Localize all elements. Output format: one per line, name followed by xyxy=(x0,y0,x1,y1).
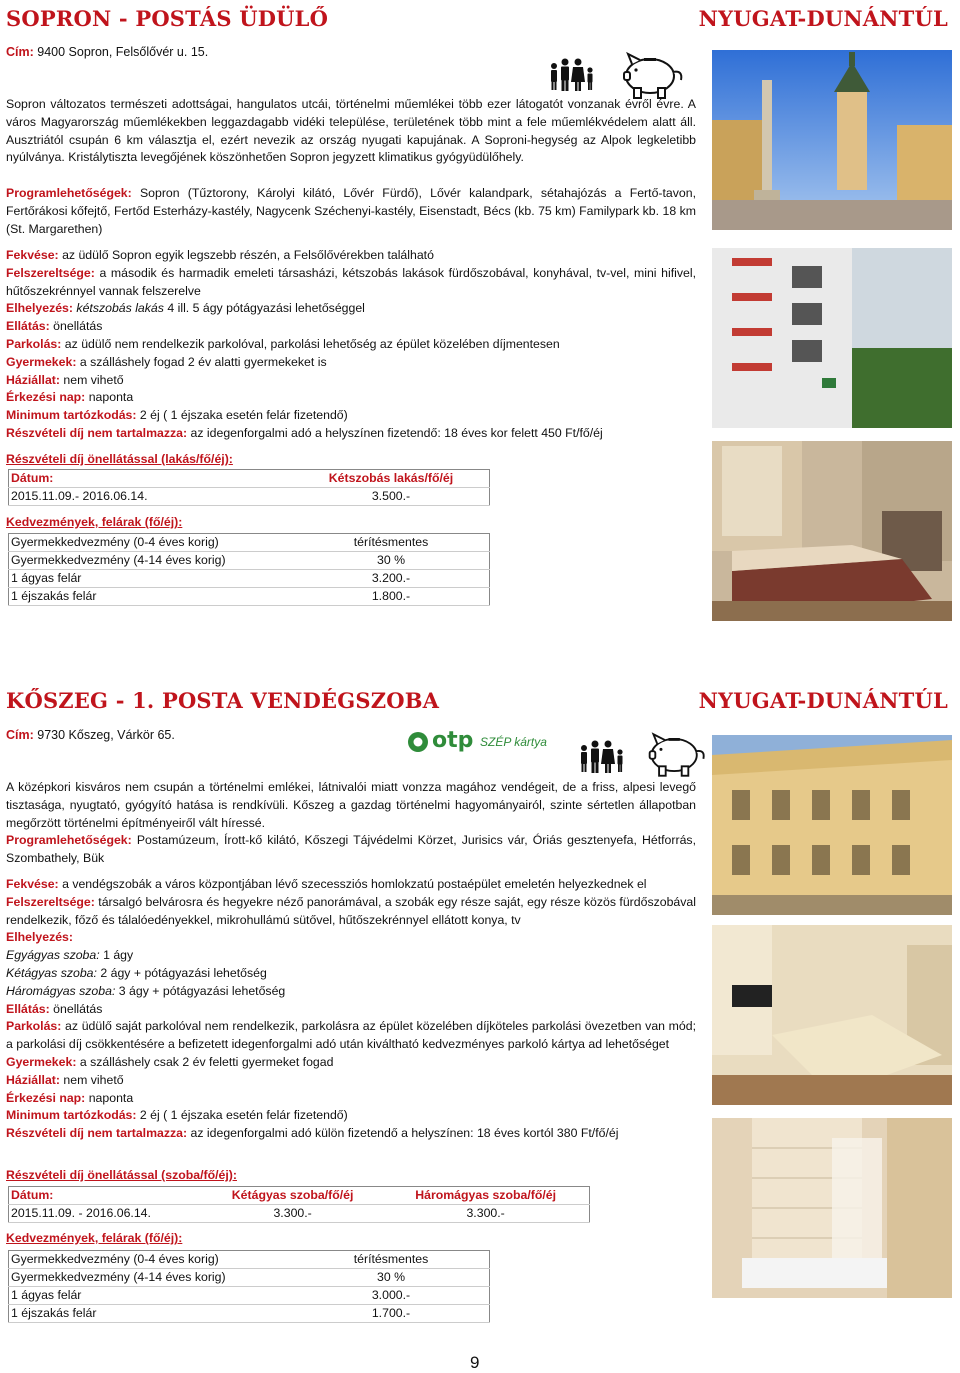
room-item xyxy=(6,983,696,1001)
table-row xyxy=(9,534,490,552)
excluded-label: Részvételi díj nem tartalmazza: xyxy=(6,425,188,440)
table-cell: Gyermekkedvezmény (4-14 éves korig) xyxy=(9,552,294,570)
table-row xyxy=(9,488,490,506)
table-header: Dátum: xyxy=(9,470,294,488)
parking-label: Parkolás: xyxy=(6,1019,62,1034)
table-cell: 3.200.- xyxy=(293,570,490,588)
room-name: Kétágyas szoba: xyxy=(6,965,97,980)
excluded-text: az idegenforgalmi adó külön fizetendő a helyszínen: 18 éves kortól 380 Ft/fő/éj xyxy=(190,1126,619,1141)
koszeg-discount-heading: Kedvezmények, felárak (fő/éj): xyxy=(6,1231,183,1245)
table-row xyxy=(9,1305,490,1323)
children-text: a szálláshely csak 2 év feletti gyermeket fogad xyxy=(79,1054,334,1069)
table-row xyxy=(9,570,490,588)
accommodation-text: 4 ill. 5 ágy pótágyazási lehetőséggel xyxy=(167,301,365,316)
sopron-details xyxy=(6,247,696,443)
table-row xyxy=(9,1205,590,1223)
sopron-building-photo xyxy=(712,248,952,428)
address-value: 9400 Sopron, Felsőlővér u. 15. xyxy=(37,45,209,59)
table-cell: térítésmentes xyxy=(293,1251,490,1269)
table-header: Kétszobás lakás/fő/éj xyxy=(293,470,490,488)
koszeg-building-photo xyxy=(712,735,952,915)
sopron-discount-heading: Kedvezmények, felárak (fő/éj): xyxy=(6,515,183,529)
table-cell: 1 éjszakás felár xyxy=(9,588,294,606)
family-icon xyxy=(578,740,630,774)
koszeg-details xyxy=(6,876,696,1143)
pets-text: nem vihető xyxy=(63,1072,124,1087)
table-header: Dátum: xyxy=(9,1187,204,1205)
table-cell: 3.300.- xyxy=(203,1205,382,1223)
room-name: Egyágyas szoba: xyxy=(6,948,100,963)
arrival-label: Érkezési nap: xyxy=(6,1090,86,1105)
table-row xyxy=(9,1269,490,1287)
address-label: Cím: xyxy=(6,45,34,59)
table-header: Háromágyas szoba/fő/éj xyxy=(382,1187,589,1205)
location-text: az üdülő Sopron egyik legszebb részén, a Felsőlővérekben található xyxy=(62,248,434,262)
koszeg-region: NYUGAT-DUNÁNTÚL xyxy=(698,688,948,713)
accommodation-type: kétszobás lakás xyxy=(76,301,164,316)
programs-text: Sopron (Tűztorony, Károlyi kilátó, Lővér Fürdő), Lővér kalandpark, sétahajózás a Fertő-tavon, Fertőrákosi kőfejtő, Fertőd Esterházy-kastély, Nagycenk Széchenyi-kastély, Eisenstadt, Bécs (kb. 75 km) Familypark kb. 18 km (St. Margarethen) xyxy=(6,186,696,236)
pets-text: nem vihető xyxy=(63,372,124,387)
equipment-text: a második és harmadik emeleti társasházi, kétszobás lakások fürdőszobával, konyhával, tv-vel, mini hifivel, hűtőszekrénnyel vannak felszerelve xyxy=(6,265,696,298)
equipment-label: Felszereltsége: xyxy=(6,894,95,909)
pets-label: Háziállat: xyxy=(6,372,60,387)
table-row xyxy=(9,1251,490,1269)
koszeg-programs xyxy=(6,832,696,868)
otp-logo-text: otp xyxy=(432,728,474,753)
table-cell: 2015.11.09. - 2016.06.14. xyxy=(9,1205,204,1223)
sopron-title: SOPRON - POSTÁS ÜDÜLŐ xyxy=(6,6,329,31)
pets-label: Háziállat: xyxy=(6,1072,60,1087)
programs-label: Programlehetőségek: xyxy=(6,833,132,847)
programs-label: Programlehetőségek: xyxy=(6,186,132,200)
room-desc: 2 ágy + pótágyazási lehetőség xyxy=(100,965,267,980)
table-cell: 1 éjszakás felár xyxy=(9,1305,294,1323)
family-icon xyxy=(548,58,600,92)
address-label: Cím: xyxy=(6,728,34,742)
board-text: önellátás xyxy=(53,319,103,334)
table-cell: 3.500.- xyxy=(293,488,490,506)
room-desc: 3 ágy + pótágyazási lehetőség xyxy=(118,983,286,998)
koszeg-discount-table xyxy=(8,1250,490,1323)
table-cell: térítésmentes xyxy=(293,534,490,552)
table-cell: Gyermekkedvezmény (4-14 éves korig) xyxy=(9,1269,294,1287)
table-cell: Gyermekkedvezmény (0-4 éves korig) xyxy=(9,1251,294,1269)
room-desc: 1 ágy xyxy=(103,948,134,963)
excluded-text: az idegenforgalmi adó a helyszínen fizetendő: 18 éves kor felett 450 Ft/fő/éj xyxy=(190,425,603,440)
sopron-discount-table xyxy=(8,533,490,606)
min-stay-label: Minimum tartózkodás: xyxy=(6,1108,137,1123)
sopron-room-photo xyxy=(712,441,952,621)
table-cell: 30 % xyxy=(293,552,490,570)
koszeg-room-photo xyxy=(712,925,952,1105)
koszeg-title: KŐSZEG - 1. POSTA VENDÉGSZOBA xyxy=(6,688,440,713)
parking-label: Parkolás: xyxy=(6,336,62,351)
sopron-region: NYUGAT-DUNÁNTÚL xyxy=(698,6,948,31)
table-cell: Gyermekkedvezmény (0-4 éves korig) xyxy=(9,534,294,552)
min-stay-text: 2 éj ( 1 éjszaka esetén felár fizetendő) xyxy=(139,1108,348,1123)
table-row xyxy=(9,552,490,570)
koszeg-bathroom-photo xyxy=(712,1118,952,1298)
table-cell: 2015.11.09.- 2016.06.14. xyxy=(9,488,294,506)
otp-szep-card-logo xyxy=(406,728,556,758)
room-name: Háromágyas szoba: xyxy=(6,983,116,998)
room-item xyxy=(6,965,696,983)
sopron-town-photo xyxy=(712,50,952,230)
table-cell: 1 ágyas felár xyxy=(9,570,294,588)
table-row xyxy=(9,588,490,606)
piggy-bank-icon xyxy=(644,728,710,782)
table-cell: 30 % xyxy=(293,1269,490,1287)
sopron-price-table xyxy=(8,469,490,506)
equipment-text: társalgó belvárosra és hegyekre néző panorámával, a szobák egy része saját, egy része közös fürdőszobával rendelkezik, főző és tálalóedényekkel, mikrohullámú sütővel, hűtőszekrénnyel ellátott konya, tv xyxy=(6,894,696,927)
table-row xyxy=(9,1287,490,1305)
koszeg-price-heading: Részvételi díj önellátással (szoba/fő/éj): xyxy=(6,1168,237,1182)
table-header: Kétágyas szoba/fő/éj xyxy=(203,1187,382,1205)
page-number: 9 xyxy=(470,1353,480,1372)
parking-text: az üdülő nem rendelkezik parkolóval, parkolási lehetőség az épület közelében díjmentesen xyxy=(64,336,560,351)
arrival-text: naponta xyxy=(88,1090,134,1105)
room-item xyxy=(6,947,696,965)
accommodation-label: Elhelyezés: xyxy=(6,301,73,316)
address-value: 9730 Kőszeg, Várkör 65. xyxy=(37,728,175,742)
children-text: a szálláshely fogad 2 év alatti gyermekeket is xyxy=(79,354,327,369)
koszeg-intro: A középkori kisváros nem csupán a történelmi emlékei, látnivalói miatt vonzza magához vendégeit, de a friss, alpesi levegő tisztasága, nyugtató, gyógyító hatása is rendkívüli. Kőszeg a gazdag történelmi hagyományairól, szinte sértetlen állapotban megőrzött történelmi építményeiről vált híressé. xyxy=(6,780,696,830)
accommodation-label: Elhelyezés: xyxy=(6,930,73,945)
arrival-text: naponta xyxy=(88,390,134,405)
equipment-label: Felszereltsége: xyxy=(6,265,95,280)
min-stay-label: Minimum tartózkodás: xyxy=(6,408,137,423)
location-text: a vendégszobák a város központjában lévő szecessziós homlokzatú postaépület emeletén helyezkednek el xyxy=(62,877,647,891)
sopron-price-heading: Részvételi díj önellátással (lakás/fő/éj): xyxy=(6,452,233,466)
szep-logo-text: SZÉP kártya xyxy=(480,735,547,749)
location-label: Fekvése: xyxy=(6,248,59,262)
children-label: Gyermekek: xyxy=(6,354,77,369)
table-cell: 3.000.- xyxy=(293,1287,490,1305)
children-label: Gyermekek: xyxy=(6,1054,77,1069)
koszeg-price-table xyxy=(8,1186,590,1223)
board-text: önellátás xyxy=(53,1001,103,1016)
board-label: Ellátás: xyxy=(6,1001,50,1016)
otp-leaf-icon xyxy=(406,730,430,754)
sopron-intro: Sopron változatos természeti adottságai, hangulatos utcái, történelmi műemlékei több ezer látogatót vonzanak évről évre. A város Magyarország műemlékekben leggazdagabb vidéki települése, területének több mint a fele műemlékvédelem alatt áll. Ausztriától csupán 6 km választja el, ezért nevezik az ország nyugati kapujának. A Soproni-hegység az Alpok legkeletibb nyúlványa. Kristálytiszta levegőjének köszönhetően Sopron jegyzett klimatikus gyógyüdülőhely. xyxy=(6,97,696,165)
table-cell: 1 ágyas felár xyxy=(9,1287,294,1305)
sopron-programs xyxy=(6,185,696,238)
sopron-address xyxy=(6,45,208,59)
location-label: Fekvése: xyxy=(6,877,59,891)
board-label: Ellátás: xyxy=(6,319,50,334)
koszeg-address xyxy=(6,728,175,742)
table-cell: 1.800.- xyxy=(293,588,490,606)
excluded-label: Részvételi díj nem tartalmazza: xyxy=(6,1126,188,1141)
programs-text: Postamúzeum, Írott-kő kilátó, Kőszegi Tájvédelmi Körzet, Jurisics vár, Óriás gesztenyefa, Hétforrás, Szombathely, Bük xyxy=(6,833,696,865)
parking-text: az üdülő saját parkolóval nem rendelkezik, parkolásra az épület közelében díjköteles parkolási övezetben van mód; a parkolási díj csökkentésére a befizetett idegenforgalmi adó után kiváltható kedvezményes parkoló kártya ad lehetőséget xyxy=(6,1019,696,1052)
arrival-label: Érkezési nap: xyxy=(6,390,86,405)
table-cell: 1.700.- xyxy=(293,1305,490,1323)
min-stay-text: 2 éj ( 1 éjszaka esetén felár fizetendő) xyxy=(139,408,348,423)
table-cell: 3.300.- xyxy=(382,1205,589,1223)
